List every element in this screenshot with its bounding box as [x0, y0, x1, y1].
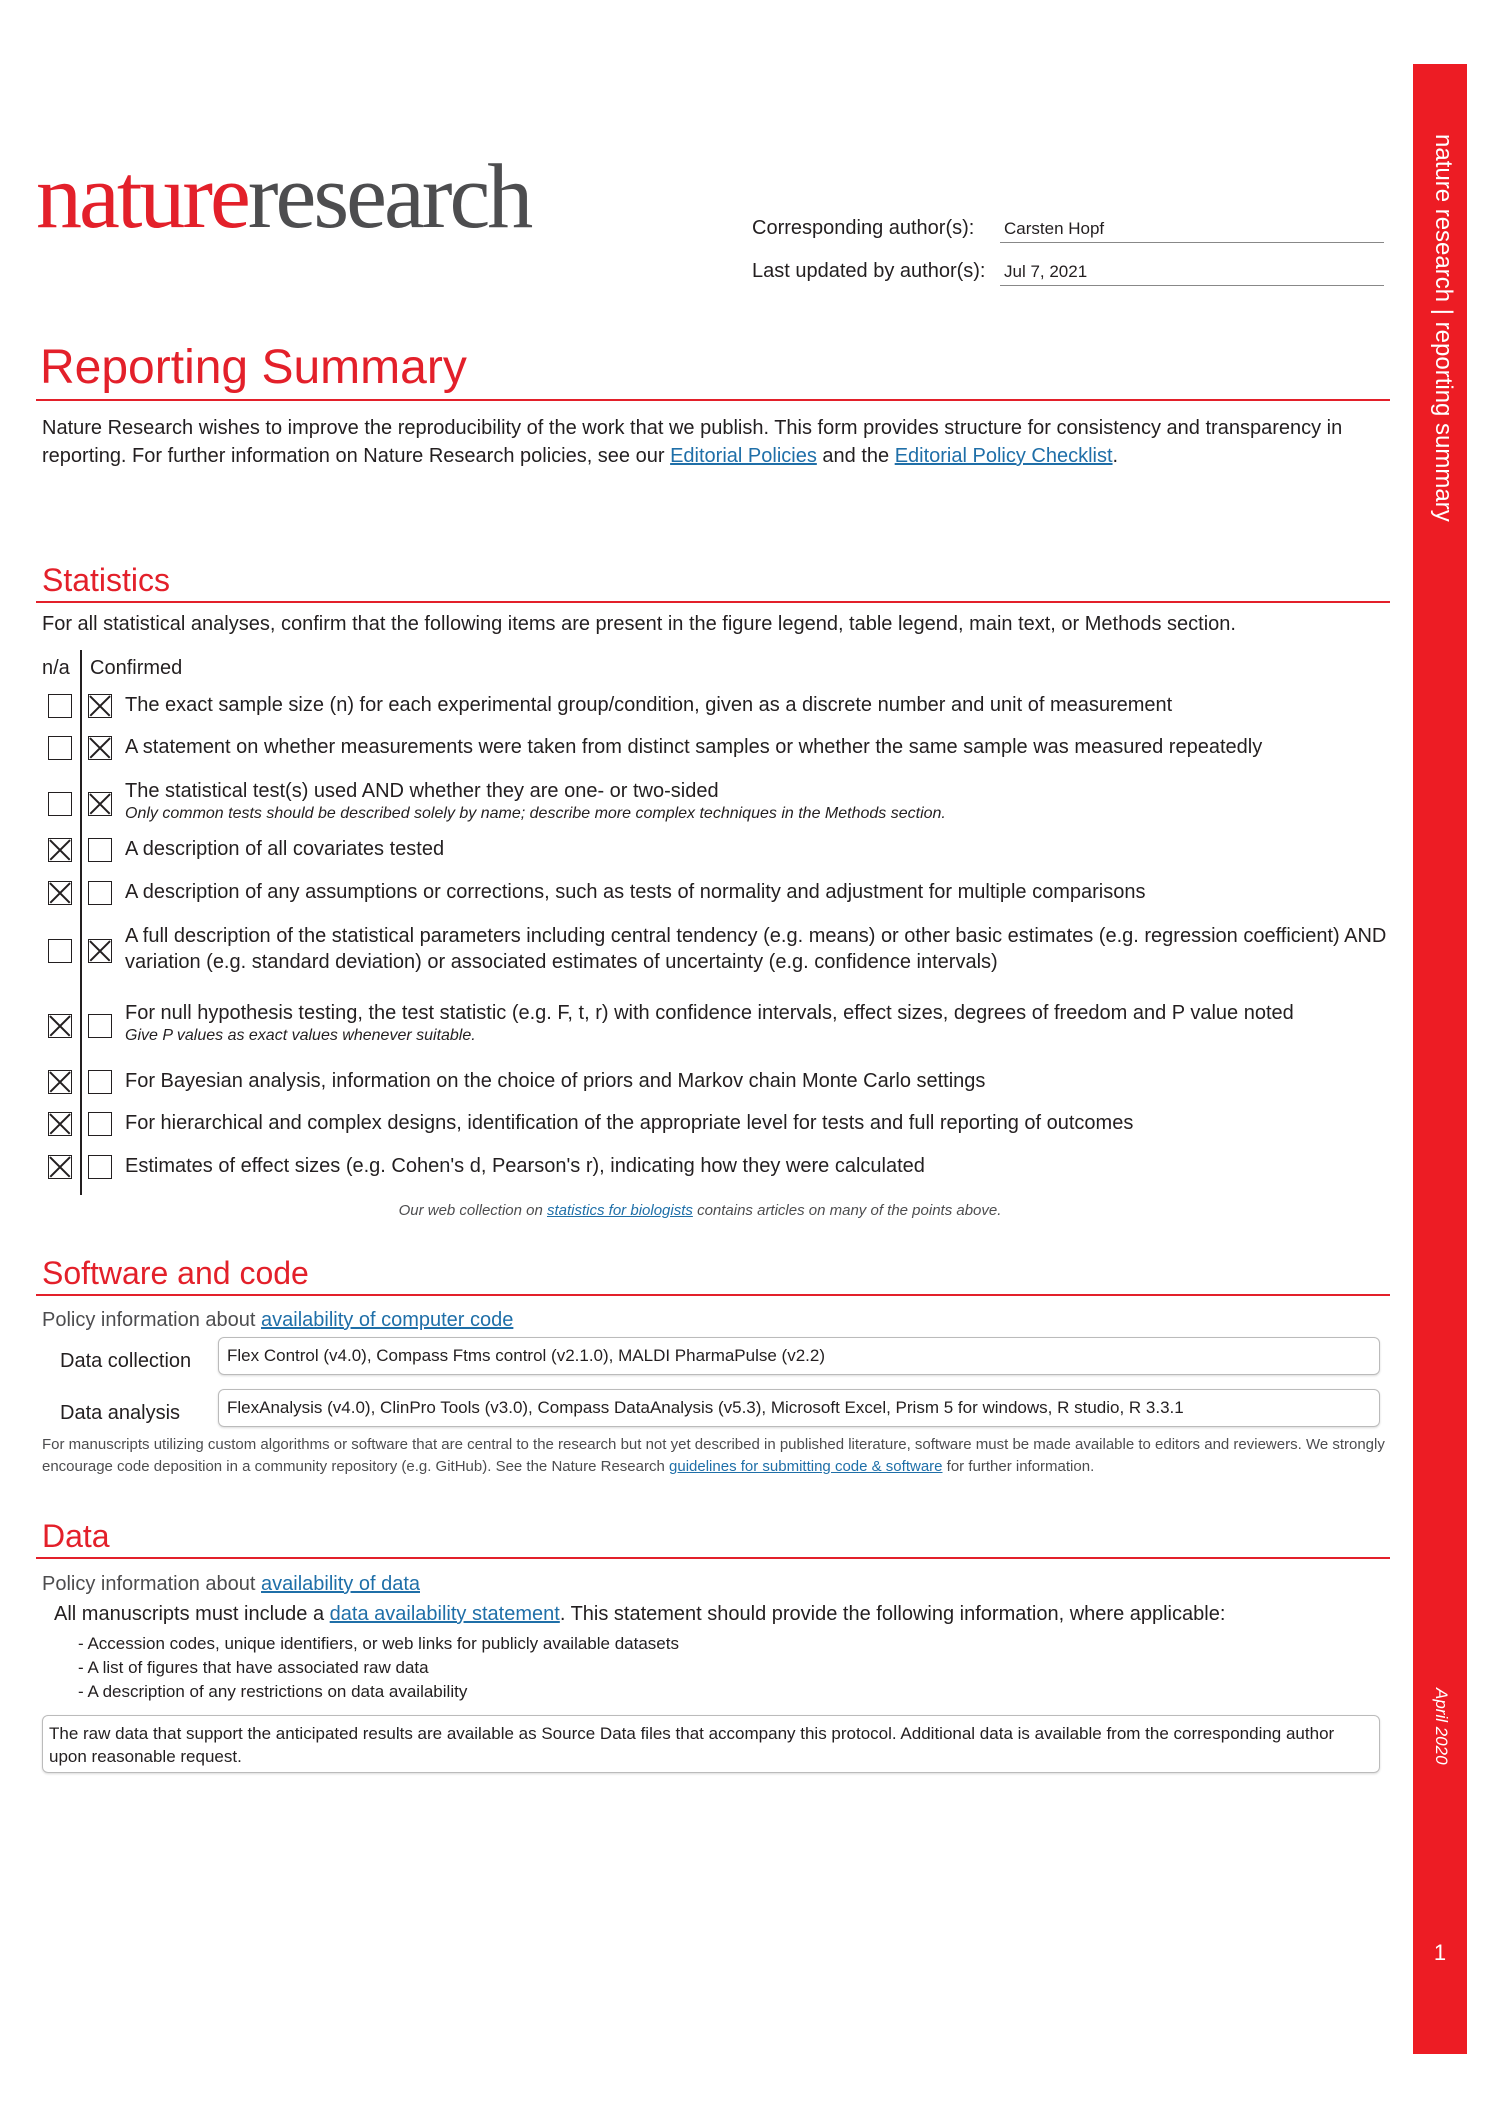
statistics-item — [125, 734, 1395, 760]
statistics-item — [125, 1000, 1395, 1046]
statistics-item-text: The statistical test(s) used AND whether they are one- or two-sided — [125, 780, 719, 802]
data-policy — [42, 1570, 420, 1598]
na-checkbox[interactable] — [48, 1014, 72, 1038]
statistics-rule — [36, 601, 1390, 603]
data-rule — [36, 1557, 1390, 1559]
statistics-item — [125, 836, 1395, 862]
nature-research-logo — [36, 145, 531, 247]
statistics-item — [125, 1110, 1395, 1136]
page-title: Reporting Summary — [40, 341, 467, 394]
code-guidelines-link[interactable]: guidelines for submitting code & software — [669, 1458, 943, 1475]
statistics-intro: For all statistical analyses, confirm that the following items are present in the figure legend, table legend, main text, or Methods section. — [42, 613, 1236, 635]
statistics-item — [125, 923, 1395, 975]
data-requirements-list — [78, 1632, 679, 1704]
logo-research: research — [247, 145, 531, 247]
software-note-post: for further information. — [946, 1458, 1095, 1475]
confirmed-checkbox[interactable] — [88, 1112, 112, 1136]
data-statement-instruction — [54, 1600, 1225, 1628]
intro-end: . — [1112, 445, 1119, 467]
statistics-item — [125, 692, 1395, 718]
statistics-item-note: Only common tests should be described solely by name; describe more complex techniques in the Methods section. — [125, 805, 946, 822]
data-availability-field[interactable]: The raw data that support the anticipated results are available as Source Data files that accompany this protocol. Additional data is available from the corresponding author upon reasonable request. — [42, 1715, 1380, 1773]
confirmed-checkbox[interactable] — [88, 736, 112, 760]
na-checkbox[interactable] — [48, 694, 72, 718]
logo-nature: nature — [36, 145, 248, 247]
software-heading: Software and code — [42, 1255, 309, 1291]
data-analysis-field[interactable]: FlexAnalysis (v4.0), ClinPro Tools (v3.0), Compass DataAnalysis (v5.3), Microsoft Excel, Prism 5 for windows, R studio, R 3.3.1 — [218, 1389, 1380, 1427]
na-checkbox[interactable] — [48, 939, 72, 963]
statistics-footer-post: contains articles on many of the points above. — [697, 1202, 1002, 1219]
statistics-footer — [0, 1202, 1400, 1219]
statistics-item — [125, 879, 1395, 905]
page-number: 1 — [1433, 1940, 1447, 1965]
data-collection-label: Data collection — [60, 1350, 192, 1372]
confirmed-checkbox[interactable] — [88, 939, 112, 963]
sidebar-date: April 2020 — [1432, 1688, 1451, 1765]
statistics-item-text: For Bayesian analysis, information on the choice of priors and Markov chain Monte Carlo settings — [125, 1070, 986, 1092]
statistics-item-text: The exact sample size (n) for each experimental group/condition, given as a discrete number and unit of measurement — [125, 694, 1173, 716]
statistics-item — [125, 778, 1395, 824]
confirmed-checkbox[interactable] — [88, 838, 112, 862]
statistics-for-biologists-link[interactable]: statistics for biologists — [547, 1202, 693, 1219]
statistics-item-text: A statement on whether measurements were taken from distinct samples or whether the same sample was measured repeatedly — [125, 736, 1263, 758]
editorial-policies-link[interactable]: Editorial Policies — [670, 445, 817, 467]
statistics-item-text: A description of any assumptions or corrections, such as tests of normality and adjustment for multiple comparisons — [125, 881, 1146, 903]
confirmed-checkbox[interactable] — [88, 1155, 112, 1179]
data-heading: Data — [42, 1518, 110, 1554]
title-rule — [36, 399, 1390, 401]
statistics-item-text: For null hypothesis testing, the test statistic (e.g. F, t, r) with confidence intervals, effect sizes, degrees of freedom and P value noted — [125, 1002, 1294, 1024]
na-checkbox[interactable] — [48, 1155, 72, 1179]
availability-of-code-link[interactable]: availability of computer code — [261, 1309, 514, 1331]
intro-text: Nature Research wishes to improve the reproducibility of the work that we publish. This form provides structure for consistency and transparency in reporting. For further information on Nature Research policies, see our — [42, 417, 1343, 467]
data-collection-field[interactable]: Flex Control (v4.0), Compass Ftms control (v2.1.0), MALDI PharmaPulse (v2.2) — [218, 1337, 1380, 1375]
na-checkbox[interactable] — [48, 881, 72, 905]
list-item: - A description of any restrictions on data availability — [78, 1682, 468, 1701]
software-policy-pre: Policy information about — [42, 1309, 256, 1331]
confirmed-checkbox[interactable] — [88, 881, 112, 905]
na-column-header: n/a — [42, 657, 70, 679]
data-policy-pre: Policy information about — [42, 1573, 256, 1595]
data-must-pre: All manuscripts must include a — [54, 1603, 325, 1625]
statistics-item-text: A full description of the statistical parameters including central tendency (e.g. means) or other basic estimates (e.g. regression coefficient) AND variation (e.g. standard deviation) or associated estimates of uncertainty (e.g. confidence intervals) — [125, 925, 1387, 973]
confirmed-checkbox[interactable] — [88, 694, 112, 718]
data-analysis-label: Data analysis — [60, 1402, 181, 1424]
na-checkbox[interactable] — [48, 1112, 72, 1136]
data-availability-statement-link[interactable]: data availability statement — [329, 1603, 560, 1625]
corresponding-author-label: Corresponding author(s): — [752, 217, 975, 239]
availability-of-data-link[interactable]: availability of data — [261, 1573, 420, 1595]
confirmed-checkbox[interactable] — [88, 1014, 112, 1038]
software-policy — [42, 1306, 513, 1334]
confirmed-checkbox[interactable] — [88, 1070, 112, 1094]
corresponding-author-field[interactable]: Carsten Hopf — [1000, 216, 1384, 243]
statistics-item-note: Give P values as exact values whenever suitable. — [125, 1027, 476, 1044]
side-bar — [1413, 64, 1467, 2054]
editorial-policy-checklist-link[interactable]: Editorial Policy Checklist — [894, 445, 1113, 467]
statistics-item — [125, 1153, 1395, 1179]
na-checkbox[interactable] — [48, 792, 72, 816]
na-checkbox[interactable] — [48, 838, 72, 862]
intro-paragraph — [42, 414, 1382, 470]
checklist-divider — [80, 650, 82, 1195]
statistics-item-text: For hierarchical and complex designs, identification of the appropriate level for tests and full reporting of outcomes — [125, 1112, 1134, 1134]
statistics-item-text: Estimates of effect sizes (e.g. Cohen's d, Pearson's r), indicating how they were calculated — [125, 1155, 925, 1177]
statistics-item-text: A description of all covariates tested — [125, 838, 445, 860]
last-updated-field[interactable]: Jul 7, 2021 — [1000, 259, 1384, 286]
data-must-post: . This statement should provide the following information, where applicable: — [559, 1603, 1226, 1625]
statistics-footer-pre: Our web collection on — [398, 1202, 543, 1219]
confirmed-column-header: Confirmed — [90, 657, 183, 679]
list-item: - A list of figures that have associated raw data — [78, 1658, 429, 1677]
last-updated-label: Last updated by author(s): — [752, 260, 986, 282]
confirmed-checkbox[interactable] — [88, 792, 112, 816]
na-checkbox[interactable] — [48, 736, 72, 760]
intro-mid: and the — [822, 445, 890, 467]
software-rule — [36, 1294, 1390, 1296]
statistics-item — [125, 1068, 1395, 1094]
statistics-heading: Statistics — [42, 562, 171, 598]
na-checkbox[interactable] — [48, 1070, 72, 1094]
list-item: - Accession codes, unique identifiers, or web links for publicly available datasets — [78, 1634, 679, 1653]
software-note-pre: For manuscripts utilizing custom algorithms or software that are central to the research but not yet described in published literature, software must be made available to editors and reviewers. We strongly encourage code deposition in a community repository (e.g. GitHub). See the Nature Research — [42, 1436, 1385, 1475]
sidebar-title: nature research | reporting summary — [1430, 134, 1457, 522]
software-note — [42, 1434, 1387, 1478]
